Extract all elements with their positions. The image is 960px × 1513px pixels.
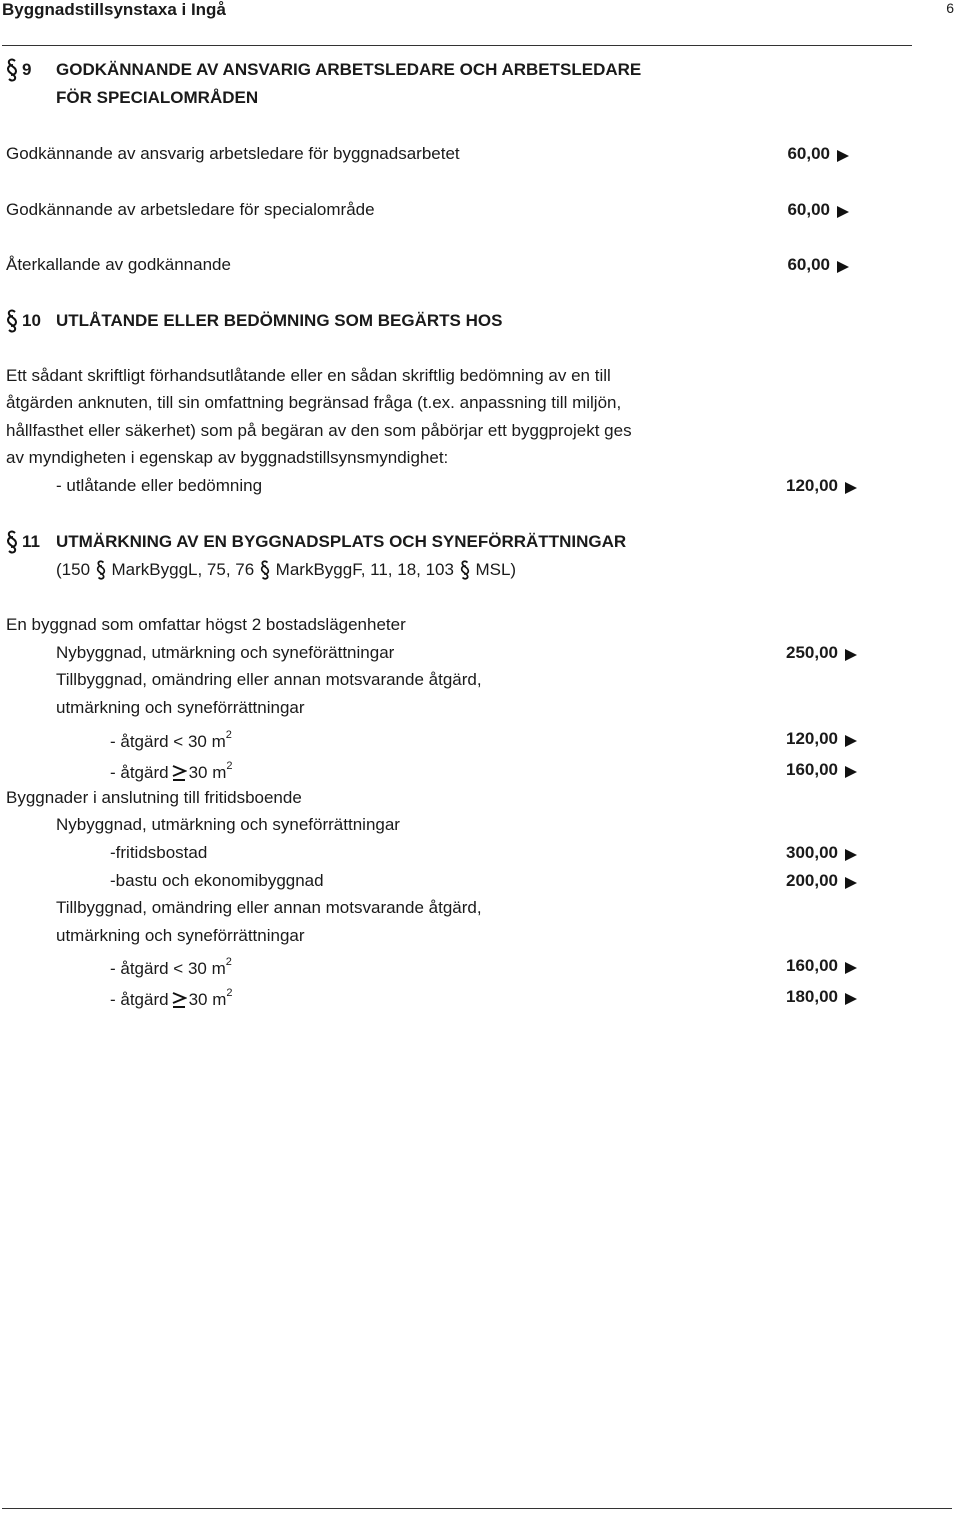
section-9-title-line2: FÖR SPECIALOMRÅDEN	[56, 88, 259, 107]
s9-item-amount: 60,00	[787, 200, 850, 220]
s11-g1-ext-line2: utmärkning och syneförrättningar	[56, 698, 305, 717]
s11-g2-bastu-amount: 200,00	[786, 871, 858, 891]
euro-icon	[844, 480, 858, 494]
greater-or-equal-icon	[171, 765, 187, 781]
s11-g1-lt-amount: 120,00	[786, 729, 858, 749]
s11-g2-lt-amount: 160,00	[786, 956, 858, 976]
s11-g1-lt-label: - åtgärd < 30 $m^2$	[110, 729, 232, 751]
euro-icon	[844, 733, 858, 747]
euro-icon	[836, 148, 850, 162]
document-title: Byggnadstillsynstaxa i Ingå	[2, 0, 226, 19]
s11-g2-ge-amount: 180,00	[786, 987, 858, 1007]
section-symbol-icon	[6, 530, 18, 559]
euro-icon	[836, 204, 850, 218]
s10-paragraph-line: av myndigheten i egenskap av byggnadstillsynsmyndighet:	[6, 448, 449, 467]
s11-g1-new-amount: 250,00	[786, 643, 858, 663]
header-rule	[2, 45, 912, 46]
s11-g2-new-label: Nybyggnad, utmärkning och syneförrättningar	[56, 815, 400, 834]
s10-paragraph-line: hållfasthet eller säkerhet) som på begäran av den som påbörjar ett byggprojekt ges	[6, 421, 632, 440]
s11-g2-bastu-label: -bastu och ekonomibyggnad	[110, 871, 324, 890]
s11-g2-ge-label: - åtgärd 30 $m^2$	[110, 987, 233, 1009]
section-10-number: 10	[22, 311, 41, 330]
s9-item-label: Återkallande av godkännande	[6, 255, 231, 274]
section-10-title: UTLÅTANDE ELLER BEDÖMNING SOM BEGÄRTS HOS	[56, 311, 503, 330]
euro-icon	[844, 875, 858, 889]
s11-g2-ext-line2: utmärkning och syneförrättningar	[56, 926, 305, 945]
s11-g2-fritid-amount: 300,00	[786, 843, 858, 863]
section-symbol-icon	[459, 560, 471, 580]
euro-icon	[844, 991, 858, 1005]
s11-g1-ge-amount: 160,00	[786, 760, 858, 780]
s11-g1-ext-line1: Tillbyggnad, omändring eller annan motsvarande åtgärd,	[56, 670, 482, 689]
s11-group2-title: Byggnader i anslutning till fritidsboende	[6, 788, 302, 807]
section-9-title-line1: GODKÄNNANDE AV ANSVARIG ARBETSLEDARE OCH ARBETSLEDARE	[56, 60, 642, 79]
s10-item-amount: 120,00	[786, 476, 858, 496]
s11-g2-fritid-label: -fritidsbostad	[110, 843, 208, 862]
greater-or-equal-icon	[171, 992, 187, 1008]
euro-icon	[844, 960, 858, 974]
section-11-number: 11	[22, 532, 40, 551]
euro-icon	[836, 259, 850, 273]
euro-icon	[844, 847, 858, 861]
footer-rule	[2, 1508, 952, 1509]
s11-group1-title: En byggnad som omfattar högst 2 bostadslägenheter	[6, 615, 406, 634]
s10-paragraph-line: åtgärden anknuten, till sin omfattning begränsad fråga (t.ex. anpassning till miljön,	[6, 393, 622, 412]
s11-g1-ge-label: - åtgärd 30 $m^2$	[110, 760, 233, 782]
section-symbol-icon	[95, 560, 107, 580]
s9-item-amount: 60,00	[787, 255, 850, 275]
section-9-number: 9	[22, 60, 32, 79]
s11-g2-ext-line1: Tillbyggnad, omändring eller annan motsvarande åtgärd,	[56, 898, 482, 917]
s10-item-label: - utlåtande eller bedömning	[56, 476, 263, 495]
page-number: 6	[946, 0, 954, 16]
s11-legal-reference: (150 MarkByggL, 75, 76 MarkByggF, 11, 18, 103 MSL)	[56, 560, 517, 579]
section-11-title: UTMÄRKNING AV EN BYGGNADSPLATS OCH SYNEFÖRRÄTTNINGAR	[56, 532, 627, 551]
s11-g2-lt-label: - åtgärd < 30 $m^2$	[110, 956, 232, 978]
section-symbol-icon	[6, 58, 18, 87]
s9-item-label: Godkännande av arbetsledare för specialområde	[6, 200, 375, 219]
s9-item-amount: 60,00	[787, 144, 850, 164]
section-symbol-icon	[6, 309, 18, 338]
section-symbol-icon	[259, 560, 271, 580]
s9-item-label: Godkännande av ansvarig arbetsledare för byggnadsarbetet	[6, 144, 460, 163]
euro-icon	[844, 764, 858, 778]
s11-g1-new-label: Nybyggnad, utmärkning och syneförättningar	[56, 643, 395, 662]
s10-paragraph-line: Ett sådant skriftligt förhandsutlåtande eller en sådan skriftlig bedömning av en till	[6, 366, 611, 385]
euro-icon	[844, 647, 858, 661]
